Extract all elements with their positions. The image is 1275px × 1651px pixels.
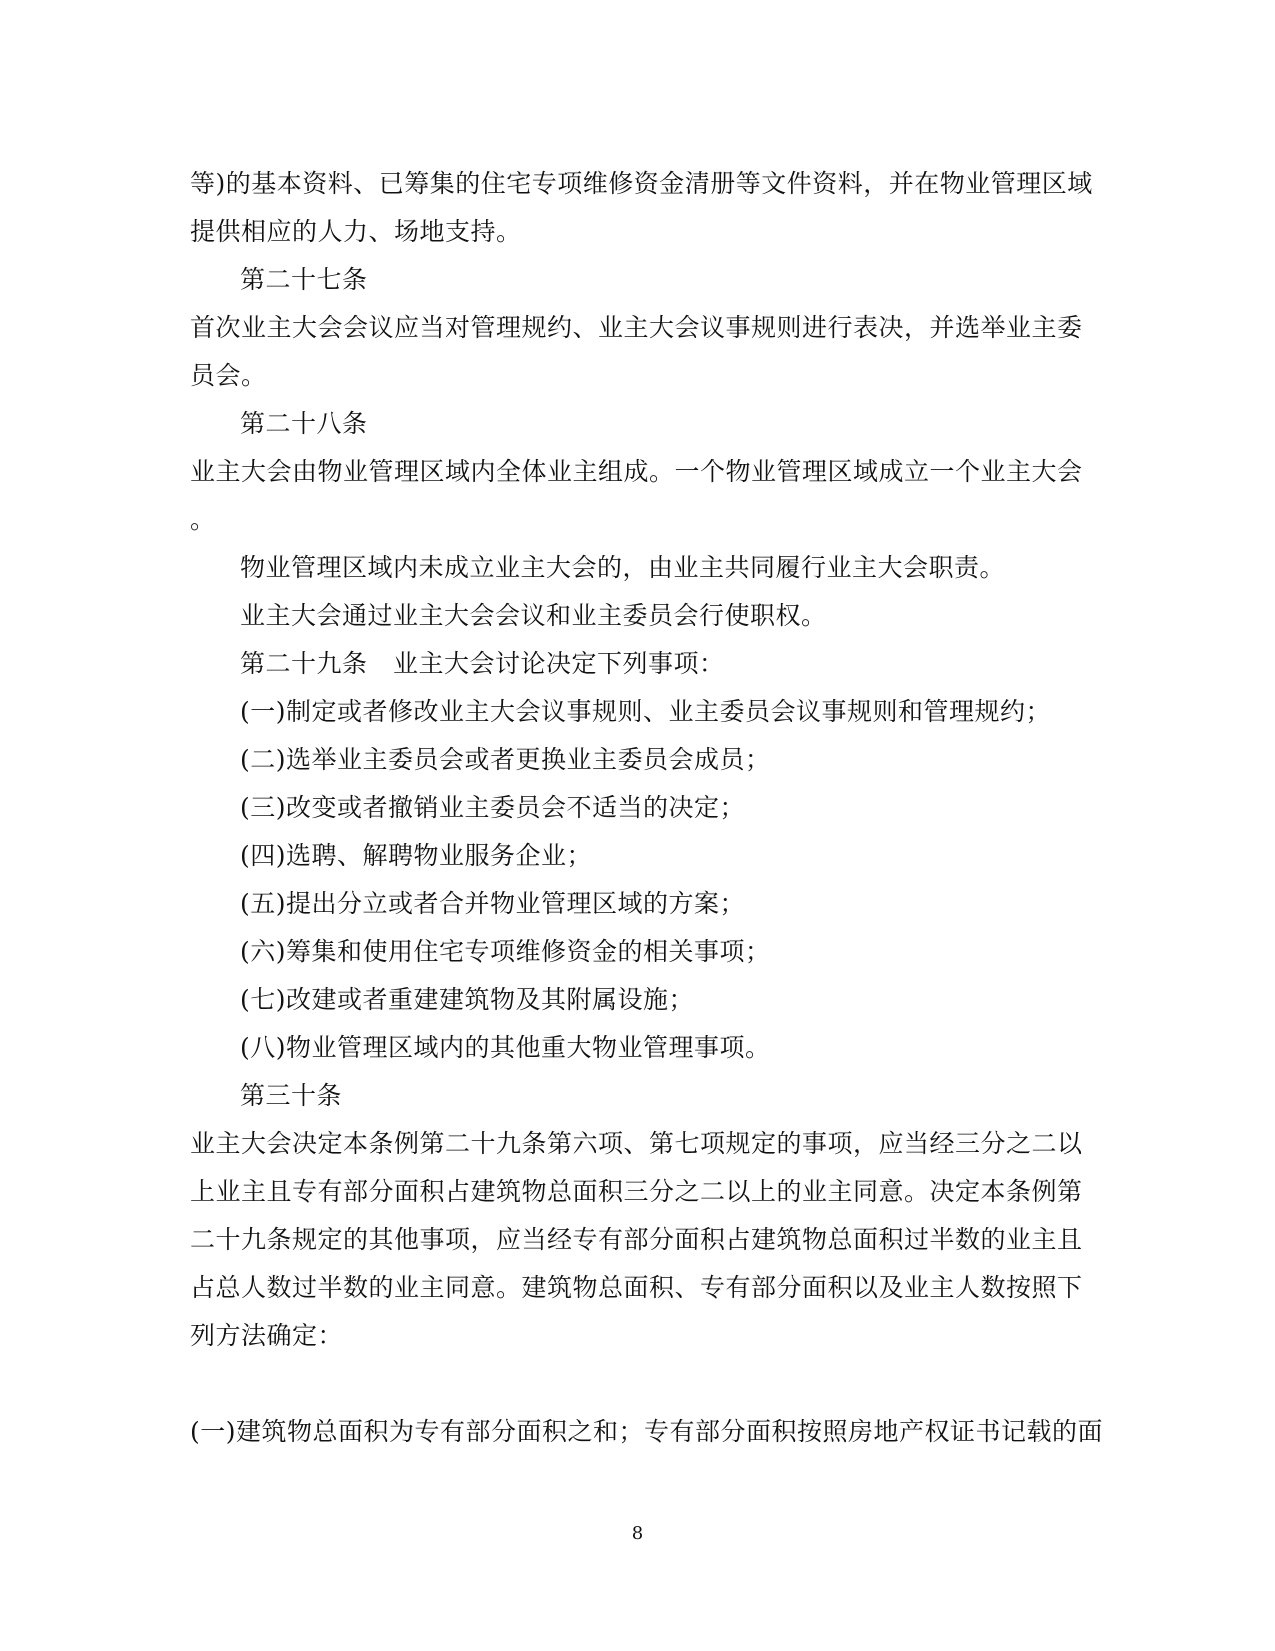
- text-line: 业主大会通过业主大会会议和业主委员会行使职权。: [240, 601, 827, 630]
- list-item: (六)筹集和使用住宅专项维修资金的相关事项；: [240, 937, 771, 966]
- article-heading: 第二十九条 业主大会讨论决定下列事项：: [240, 649, 725, 678]
- page-number: 8: [631, 1523, 644, 1544]
- article-heading: 第二十七条: [240, 265, 368, 294]
- text-line: 二十九条规定的其他事项，应当经专有部分面积占建筑物总面积过半数的业主且: [190, 1225, 1083, 1254]
- text-line: 占总人数过半数的业主同意。建筑物总面积、专有部分面积以及业主人数按照下: [190, 1273, 1083, 1302]
- paragraph-gap: [190, 1360, 1080, 1408]
- article-heading: 第三十条: [240, 1081, 343, 1110]
- list-item: (三)改变或者撤销业主委员会不适当的决定；: [240, 793, 746, 822]
- text-line: 业主大会由物业管理区域内全体业主组成。一个物业管理区域成立一个业主大会: [190, 457, 1083, 486]
- text-line: 员会。: [190, 361, 267, 390]
- list-item: (五)提出分立或者合并物业管理区域的方案；: [240, 889, 746, 918]
- text-line: 上业主且专有部分面积占建筑物总面积三分之二以上的业主同意。决定本条例第: [190, 1177, 1083, 1206]
- text-line: 等)的基本资料、已筹集的住宅专项维修资金清册等文件资料，并在物业管理区域: [190, 169, 1093, 198]
- list-item: (一)建筑物总面积为专有部分面积之和；专有部分面积按照房地产权证书记载的面: [190, 1417, 1104, 1446]
- text-line: 物业管理区域内未成立业主大会的，由业主共同履行业主大会职责。: [240, 553, 1006, 582]
- text-line: 提供相应的人力、场地支持。: [190, 217, 522, 246]
- text-line: 首次业主大会会议应当对管理规约、业主大会议事规则进行表决，并选举业主委: [190, 313, 1083, 342]
- article-heading: 第二十八条: [240, 409, 368, 438]
- text-line: 列方法确定：: [190, 1321, 344, 1350]
- text-line: 。: [190, 505, 216, 534]
- list-item: (一)制定或者修改业主大会议事规则、业主委员会议事规则和管理规约；: [240, 697, 1052, 726]
- document-body: [190, 160, 1104, 1456]
- list-item: (二)选举业主委员会或者更换业主委员会成员；: [240, 745, 771, 774]
- list-item: (七)改建或者重建建筑物及其附属设施；: [240, 985, 695, 1014]
- text-line: 业主大会决定本条例第二十九条第六项、第七项规定的事项，应当经三分之二以: [190, 1129, 1083, 1158]
- list-item: (八)物业管理区域内的其他重大物业管理事项。: [240, 1033, 771, 1062]
- list-item: (四)选聘、解聘物业服务企业；: [240, 841, 593, 870]
